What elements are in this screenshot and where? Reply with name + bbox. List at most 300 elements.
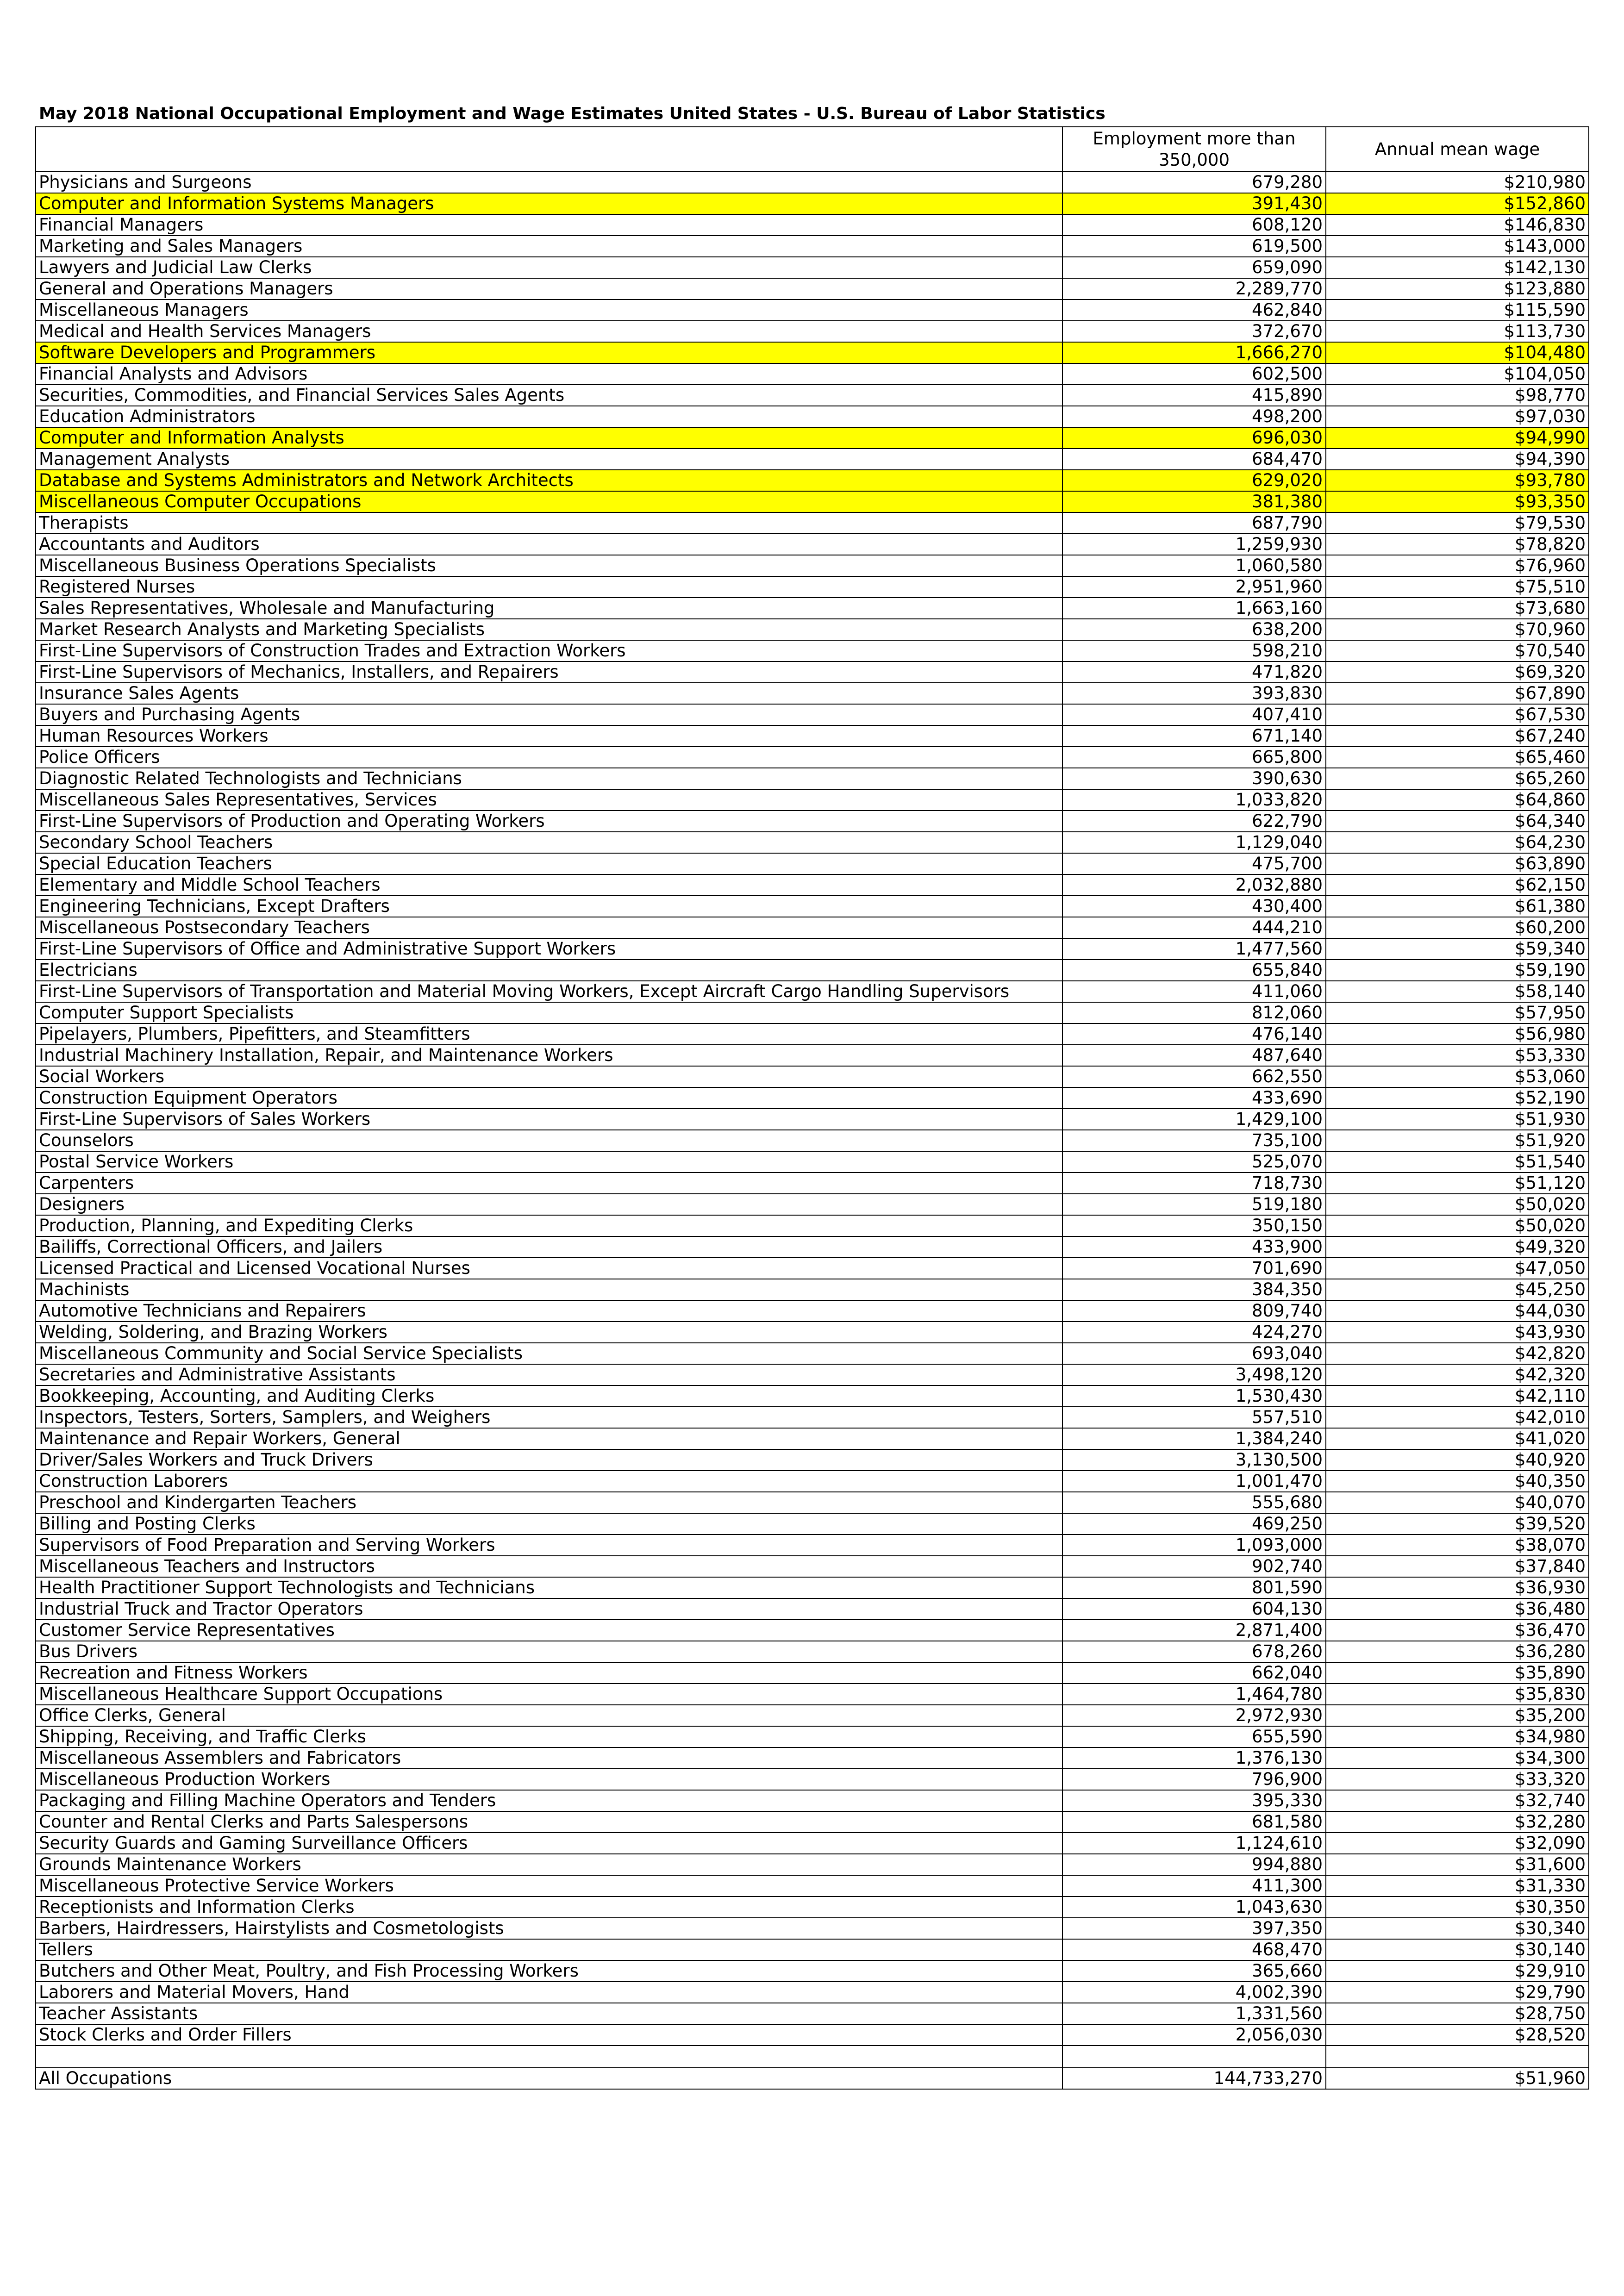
annual-mean-wage-cell: $104,050 (1326, 363, 1589, 385)
annual-mean-wage-cell: $59,190 (1326, 960, 1589, 981)
annual-mean-wage-cell: $40,350 (1326, 1471, 1589, 1492)
table-row (36, 1960, 1589, 1982)
annual-mean-wage-cell: $61,380 (1326, 896, 1589, 917)
spacer-cell (1326, 2046, 1589, 2068)
employment-cell: 462,840 (1062, 299, 1326, 321)
annual-mean-wage-cell: $37,840 (1326, 1556, 1589, 1577)
employment-cell: 687,790 (1062, 512, 1326, 534)
occupation-cell: Counselors (36, 1130, 1062, 1151)
table-row (36, 449, 1589, 470)
annual-mean-wage-cell: $97,030 (1326, 406, 1589, 427)
employment-cell: 801,590 (1062, 1577, 1326, 1598)
annual-mean-wage-cell: $51,920 (1326, 1130, 1589, 1151)
table-row (36, 1087, 1589, 1109)
employment-cell: 1,124,610 (1062, 1833, 1326, 1854)
occupation-cell: Health Practitioner Support Technologists and Technicians (36, 1577, 1062, 1598)
occupation-cell: Accountants and Auditors (36, 534, 1062, 555)
annual-mean-wage-cell: $70,960 (1326, 619, 1589, 640)
annual-mean-wage-cell: $36,470 (1326, 1620, 1589, 1641)
occupation-cell: Miscellaneous Assemblers and Fabricators (36, 1747, 1062, 1769)
occupation-cell: Sales Representatives, Wholesale and Manufacturing (36, 598, 1062, 619)
employment-cell: 3,130,500 (1062, 1449, 1326, 1471)
annual-mean-wage-cell: $42,320 (1326, 1364, 1589, 1385)
table-header (36, 127, 1589, 172)
table-row (36, 385, 1589, 406)
occupation-cell: Office Clerks, General (36, 1705, 1062, 1726)
annual-mean-wage-cell: $32,090 (1326, 1833, 1589, 1854)
employment-cell: 622,790 (1062, 811, 1326, 832)
annual-mean-wage-cell: $98,770 (1326, 385, 1589, 406)
annual-mean-wage-cell: $60,200 (1326, 917, 1589, 938)
annual-mean-wage-cell: $53,060 (1326, 1066, 1589, 1087)
employment-cell: 2,972,930 (1062, 1705, 1326, 1726)
table-row (36, 1535, 1589, 1556)
annual-mean-wage-cell: $51,930 (1326, 1109, 1589, 1130)
table-row (36, 2003, 1589, 2024)
annual-mean-wage-cell: $143,000 (1326, 236, 1589, 257)
occupation-cell: Financial Analysts and Advisors (36, 363, 1062, 385)
annual-mean-wage-cell: $28,520 (1326, 2024, 1589, 2046)
occupation-cell: Customer Service Representatives (36, 1620, 1062, 1641)
table-row (36, 172, 1589, 193)
table-row (36, 427, 1589, 449)
occupation-cell: Police Officers (36, 747, 1062, 768)
table-row (36, 704, 1589, 725)
table-row (36, 257, 1589, 278)
annual-mean-wage-cell: $35,200 (1326, 1705, 1589, 1726)
employment-cell: 471,820 (1062, 661, 1326, 683)
table-row (36, 1279, 1589, 1300)
table-row (36, 661, 1589, 683)
annual-mean-wage-cell: $32,740 (1326, 1790, 1589, 1811)
annual-mean-wage-cell: $47,050 (1326, 1258, 1589, 1279)
occupation-cell: Management Analysts (36, 449, 1062, 470)
employment-cell: 1,530,430 (1062, 1385, 1326, 1407)
employment-cell: 681,580 (1062, 1811, 1326, 1833)
table-row (36, 683, 1589, 704)
occupation-cell: First-Line Supervisors of Sales Workers (36, 1109, 1062, 1130)
annual-mean-wage-cell: $28,750 (1326, 2003, 1589, 2024)
table-row (36, 470, 1589, 491)
occupation-cell: Miscellaneous Protective Service Workers (36, 1875, 1062, 1897)
employment-cell: 1,464,780 (1062, 1684, 1326, 1705)
employment-cell: 809,740 (1062, 1300, 1326, 1322)
table-row (36, 1747, 1589, 1769)
employment-cell: 735,100 (1062, 1130, 1326, 1151)
annual-mean-wage-cell: $67,890 (1326, 683, 1589, 704)
employment-cell: 350,150 (1062, 1215, 1326, 1236)
annual-mean-wage-cell: $33,320 (1326, 1769, 1589, 1790)
table-row (36, 576, 1589, 598)
annual-mean-wage-cell: $51,540 (1326, 1151, 1589, 1173)
table-row (36, 299, 1589, 321)
employment-cell: 684,470 (1062, 449, 1326, 470)
occupation-cell: Receptionists and Information Clerks (36, 1897, 1062, 1918)
annual-mean-wage-cell: $62,150 (1326, 874, 1589, 896)
occupation-cell: Electricians (36, 960, 1062, 981)
occupation-cell: Market Research Analysts and Marketing Specialists (36, 619, 1062, 640)
table-row (36, 1343, 1589, 1364)
occupation-cell: Buyers and Purchasing Agents (36, 704, 1062, 725)
occupation-cell: Diagnostic Related Technologists and Technicians (36, 768, 1062, 789)
employment-cell: 395,330 (1062, 1790, 1326, 1811)
employment-cell: 390,630 (1062, 768, 1326, 789)
annual-mean-wage-cell: $36,480 (1326, 1598, 1589, 1620)
annual-mean-wage-cell: $34,980 (1326, 1726, 1589, 1747)
occupation-cell: Grounds Maintenance Workers (36, 1854, 1062, 1875)
occupation-cell: Laborers and Material Movers, Hand (36, 1982, 1062, 2003)
occupation-cell: Tellers (36, 1939, 1062, 1960)
employment-cell: 3,498,120 (1062, 1364, 1326, 1385)
employment-cell: 415,890 (1062, 385, 1326, 406)
table-row (36, 406, 1589, 427)
occupation-cell: Miscellaneous Managers (36, 299, 1062, 321)
table-row (36, 1641, 1589, 1662)
employment-cell: 619,500 (1062, 236, 1326, 257)
spacer-cell (36, 2046, 1062, 2068)
employment-cell: 1,376,130 (1062, 1747, 1326, 1769)
table-row (36, 1130, 1589, 1151)
employment-cell: 1,477,560 (1062, 938, 1326, 960)
occupation-cell: Designers (36, 1194, 1062, 1215)
employment-cell: 487,640 (1062, 1045, 1326, 1066)
occupation-cell: Packaging and Filling Machine Operators and Tenders (36, 1790, 1062, 1811)
table-row (36, 1173, 1589, 1194)
table-row (36, 1875, 1589, 1897)
occupation-cell: Supervisors of Food Preparation and Serving Workers (36, 1535, 1062, 1556)
table-row (36, 853, 1589, 874)
employment-cell: 381,380 (1062, 491, 1326, 512)
header-annual-mean-wage: Annual mean wage (1326, 127, 1589, 172)
occupation-cell: Special Education Teachers (36, 853, 1062, 874)
occupation-cell: First-Line Supervisors of Office and Administrative Support Workers (36, 938, 1062, 960)
table-row (36, 1407, 1589, 1428)
annual-mean-wage-cell: $31,600 (1326, 1854, 1589, 1875)
occupation-cell: Computer Support Specialists (36, 1002, 1062, 1023)
occupation-cell: Bus Drivers (36, 1641, 1062, 1662)
header-occupation (36, 127, 1062, 172)
employment-cell: 2,056,030 (1062, 2024, 1326, 2046)
annual-mean-wage-cell: $67,240 (1326, 725, 1589, 747)
employment-cell: 557,510 (1062, 1407, 1326, 1428)
employment-cell: 812,060 (1062, 1002, 1326, 1023)
employment-cell: 4,002,390 (1062, 1982, 1326, 2003)
table-row (36, 874, 1589, 896)
annual-mean-wage-cell: $64,230 (1326, 832, 1589, 853)
annual-mean-wage-cell: $115,590 (1326, 299, 1589, 321)
annual-mean-wage-cell: $42,010 (1326, 1407, 1589, 1428)
occupation-cell: Licensed Practical and Licensed Vocational Nurses (36, 1258, 1062, 1279)
occupation-cell: Secondary School Teachers (36, 832, 1062, 853)
table-row (36, 534, 1589, 555)
occupation-cell: Miscellaneous Teachers and Instructors (36, 1556, 1062, 1577)
employment-cell: 411,300 (1062, 1875, 1326, 1897)
occupation-cell: Teacher Assistants (36, 2003, 1062, 2024)
occupation-cell: Miscellaneous Postsecondary Teachers (36, 917, 1062, 938)
annual-mean-wage-cell: $94,990 (1326, 427, 1589, 449)
annual-mean-wage-cell: $142,130 (1326, 257, 1589, 278)
occupation-cell: Inspectors, Testers, Sorters, Samplers, and Weighers (36, 1407, 1062, 1428)
occupation-cell: Therapists (36, 512, 1062, 534)
table-row (36, 747, 1589, 768)
occupation-cell: Database and Systems Administrators and Network Architects (36, 470, 1062, 491)
table-row (36, 342, 1589, 363)
employment-cell: 2,032,880 (1062, 874, 1326, 896)
occupation-cell: Counter and Rental Clerks and Parts Salespersons (36, 1811, 1062, 1833)
occupation-cell: Physicians and Surgeons (36, 172, 1062, 193)
annual-mean-wage-cell: $35,890 (1326, 1662, 1589, 1684)
occupation-cell: Industrial Truck and Tractor Operators (36, 1598, 1062, 1620)
occupation-cell: First-Line Supervisors of Construction Trades and Extraction Workers (36, 640, 1062, 661)
annual-mean-wage-cell: $53,330 (1326, 1045, 1589, 1066)
annual-mean-wage-cell: $51,120 (1326, 1173, 1589, 1194)
occupation-cell: Shipping, Receiving, and Traffic Clerks (36, 1726, 1062, 1747)
annual-mean-wage-cell: $67,530 (1326, 704, 1589, 725)
table-row (36, 1449, 1589, 1471)
table-row (36, 1300, 1589, 1322)
annual-mean-wage-cell: $40,070 (1326, 1492, 1589, 1513)
annual-mean-wage-cell: $65,460 (1326, 747, 1589, 768)
occupation-cell: Insurance Sales Agents (36, 683, 1062, 704)
employment-cell: 696,030 (1062, 427, 1326, 449)
table-row (36, 1918, 1589, 1939)
annual-mean-wage-cell: $123,880 (1326, 278, 1589, 299)
table-row (36, 1002, 1589, 1023)
table-row (36, 917, 1589, 938)
employment-cell: 608,120 (1062, 214, 1326, 236)
occupation-cell: Miscellaneous Healthcare Support Occupations (36, 1684, 1062, 1705)
employment-cell: 655,840 (1062, 960, 1326, 981)
annual-mean-wage-cell: $63,890 (1326, 853, 1589, 874)
table-row (36, 1194, 1589, 1215)
header-employment: Employment more than 350,000 (1062, 127, 1326, 172)
occupation-cell: Stock Clerks and Order Fillers (36, 2024, 1062, 2046)
total-occupation: All Occupations (36, 2068, 1062, 2089)
annual-mean-wage-cell: $42,820 (1326, 1343, 1589, 1364)
employment-cell: 433,690 (1062, 1087, 1326, 1109)
table-row (36, 811, 1589, 832)
annual-mean-wage-cell: $35,830 (1326, 1684, 1589, 1705)
table-row (36, 236, 1589, 257)
annual-mean-wage-cell: $79,530 (1326, 512, 1589, 534)
table-row (36, 938, 1589, 960)
annual-mean-wage-cell: $30,340 (1326, 1918, 1589, 1939)
table-row (36, 1215, 1589, 1236)
table-row (36, 321, 1589, 342)
employment-cell: 384,350 (1062, 1279, 1326, 1300)
annual-mean-wage-cell: $44,030 (1326, 1300, 1589, 1322)
occupation-cell: Social Workers (36, 1066, 1062, 1087)
occupation-cell: Recreation and Fitness Workers (36, 1662, 1062, 1684)
table-row (36, 363, 1589, 385)
occupation-cell: First-Line Supervisors of Production and Operating Workers (36, 811, 1062, 832)
annual-mean-wage-cell: $93,350 (1326, 491, 1589, 512)
table-row (36, 1684, 1589, 1705)
annual-mean-wage-cell: $64,340 (1326, 811, 1589, 832)
occupation-cell: Maintenance and Repair Workers, General (36, 1428, 1062, 1449)
table-row (36, 193, 1589, 214)
employment-cell: 902,740 (1062, 1556, 1326, 1577)
table-row (36, 1662, 1589, 1684)
employment-cell: 1,331,560 (1062, 2003, 1326, 2024)
annual-mean-wage-cell: $73,680 (1326, 598, 1589, 619)
table-row (36, 1322, 1589, 1343)
employment-cell: 1,429,100 (1062, 1109, 1326, 1130)
employment-cell: 671,140 (1062, 725, 1326, 747)
table-row (36, 1066, 1589, 1087)
occupation-cell: Welding, Soldering, and Brazing Workers (36, 1322, 1062, 1343)
occupation-cell: Machinists (36, 1279, 1062, 1300)
employment-cell: 659,090 (1062, 257, 1326, 278)
annual-mean-wage-cell: $50,020 (1326, 1215, 1589, 1236)
employment-cell: 602,500 (1062, 363, 1326, 385)
total-annual-mean-wage: $51,960 (1326, 2068, 1589, 2089)
table-row (36, 1151, 1589, 1173)
employment-cell: 1,033,820 (1062, 789, 1326, 811)
occupation-cell: Computer and Information Systems Managers (36, 193, 1062, 214)
employment-cell: 372,670 (1062, 321, 1326, 342)
occupation-cell: Industrial Machinery Installation, Repair, and Maintenance Workers (36, 1045, 1062, 1066)
employment-cell: 411,060 (1062, 981, 1326, 1002)
employment-cell: 1,043,630 (1062, 1897, 1326, 1918)
table-row (36, 832, 1589, 853)
spacer-cell (1062, 2046, 1326, 2068)
table-row (36, 725, 1589, 747)
table-row (36, 1897, 1589, 1918)
total-employment: 144,733,270 (1062, 2068, 1326, 2089)
table-row (36, 1982, 1589, 2003)
employment-cell: 1,093,000 (1062, 1535, 1326, 1556)
employment-cell: 678,260 (1062, 1641, 1326, 1662)
annual-mean-wage-cell: $36,280 (1326, 1641, 1589, 1662)
employment-cell: 1,129,040 (1062, 832, 1326, 853)
annual-mean-wage-cell: $34,300 (1326, 1747, 1589, 1769)
employment-cell: 2,951,960 (1062, 576, 1326, 598)
employment-cell: 1,666,270 (1062, 342, 1326, 363)
occupation-cell: Miscellaneous Community and Social Service Specialists (36, 1343, 1062, 1364)
annual-mean-wage-cell: $29,910 (1326, 1960, 1589, 1982)
annual-mean-wage-cell: $76,960 (1326, 555, 1589, 576)
annual-mean-wage-cell: $69,320 (1326, 661, 1589, 683)
annual-mean-wage-cell: $32,280 (1326, 1811, 1589, 1833)
annual-mean-wage-cell: $152,860 (1326, 193, 1589, 214)
occupation-cell: Lawyers and Judicial Law Clerks (36, 257, 1062, 278)
table-row (36, 1428, 1589, 1449)
employment-cell: 598,210 (1062, 640, 1326, 661)
employment-cell: 665,800 (1062, 747, 1326, 768)
table-row (36, 640, 1589, 661)
annual-mean-wage-cell: $75,510 (1326, 576, 1589, 598)
employment-cell: 391,430 (1062, 193, 1326, 214)
annual-mean-wage-cell: $40,920 (1326, 1449, 1589, 1471)
occupation-cell: Preschool and Kindergarten Teachers (36, 1492, 1062, 1513)
occupation-cell: Security Guards and Gaming Surveillance Officers (36, 1833, 1062, 1854)
employment-cell: 604,130 (1062, 1598, 1326, 1620)
annual-mean-wage-cell: $64,860 (1326, 789, 1589, 811)
annual-mean-wage-cell: $50,020 (1326, 1194, 1589, 1215)
table-row (36, 491, 1589, 512)
occupation-cell: First-Line Supervisors of Mechanics, Installers, and Repairers (36, 661, 1062, 683)
employment-cell: 662,550 (1062, 1066, 1326, 1087)
employment-cell: 444,210 (1062, 917, 1326, 938)
table-row (36, 1109, 1589, 1130)
annual-mean-wage-cell: $29,790 (1326, 1982, 1589, 2003)
occupation-cell: Marketing and Sales Managers (36, 236, 1062, 257)
employment-cell: 1,060,580 (1062, 555, 1326, 576)
annual-mean-wage-cell: $57,950 (1326, 1002, 1589, 1023)
occupation-cell: Construction Laborers (36, 1471, 1062, 1492)
table-row (36, 1790, 1589, 1811)
annual-mean-wage-cell: $104,480 (1326, 342, 1589, 363)
occupation-cell: Postal Service Workers (36, 1151, 1062, 1173)
annual-mean-wage-cell: $78,820 (1326, 534, 1589, 555)
employment-cell: 1,001,470 (1062, 1471, 1326, 1492)
employment-cell: 693,040 (1062, 1343, 1326, 1364)
occupation-cell: Butchers and Other Meat, Poultry, and Fish Processing Workers (36, 1960, 1062, 1982)
annual-mean-wage-cell: $49,320 (1326, 1236, 1589, 1258)
employment-cell: 629,020 (1062, 470, 1326, 491)
occupation-cell: Miscellaneous Business Operations Specialists (36, 555, 1062, 576)
annual-mean-wage-cell: $52,190 (1326, 1087, 1589, 1109)
table-row (36, 1023, 1589, 1045)
wage-table (35, 126, 1589, 2090)
table-row (36, 896, 1589, 917)
employment-cell: 475,700 (1062, 853, 1326, 874)
table-footer (36, 2046, 1589, 2089)
employment-cell: 994,880 (1062, 1854, 1326, 1875)
occupation-cell: Medical and Health Services Managers (36, 321, 1062, 342)
table-row (36, 1705, 1589, 1726)
employment-cell: 393,830 (1062, 683, 1326, 704)
employment-cell: 2,289,770 (1062, 278, 1326, 299)
table-row (36, 1939, 1589, 1960)
table-row (36, 1833, 1589, 1854)
annual-mean-wage-cell: $210,980 (1326, 172, 1589, 193)
occupation-cell: Secretaries and Administrative Assistants (36, 1364, 1062, 1385)
table-row (36, 1726, 1589, 1747)
annual-mean-wage-cell: $42,110 (1326, 1385, 1589, 1407)
table-row (36, 1556, 1589, 1577)
page-title: May 2018 National Occupational Employment and Wage Estimates United States - U.S. Bureau of Labor Statistics (39, 104, 1106, 123)
employment-cell: 476,140 (1062, 1023, 1326, 1045)
employment-cell: 469,250 (1062, 1513, 1326, 1535)
annual-mean-wage-cell: $94,390 (1326, 449, 1589, 470)
table-row (36, 1577, 1589, 1598)
table-row (36, 981, 1589, 1002)
occupation-cell: Barbers, Hairdressers, Hairstylists and Cosmetologists (36, 1918, 1062, 1939)
occupation-cell: Securities, Commodities, and Financial Services Sales Agents (36, 385, 1062, 406)
table-row (36, 619, 1589, 640)
occupation-cell: Human Resources Workers (36, 725, 1062, 747)
table-row (36, 1620, 1589, 1641)
occupation-cell: Bookkeeping, Accounting, and Auditing Clerks (36, 1385, 1062, 1407)
occupation-cell: Automotive Technicians and Repairers (36, 1300, 1062, 1322)
table-row (36, 1364, 1589, 1385)
annual-mean-wage-cell: $146,830 (1326, 214, 1589, 236)
table-row (36, 1258, 1589, 1279)
table-row (36, 1045, 1589, 1066)
employment-cell: 424,270 (1062, 1322, 1326, 1343)
annual-mean-wage-cell: $41,020 (1326, 1428, 1589, 1449)
occupation-cell: Elementary and Middle School Teachers (36, 874, 1062, 896)
table-row (36, 1811, 1589, 1833)
employment-cell: 1,259,930 (1062, 534, 1326, 555)
annual-mean-wage-cell: $39,520 (1326, 1513, 1589, 1535)
table-row (36, 1854, 1589, 1875)
occupation-cell: Bailiffs, Correctional Officers, and Jailers (36, 1236, 1062, 1258)
occupation-cell: Carpenters (36, 1173, 1062, 1194)
occupation-cell: Miscellaneous Computer Occupations (36, 491, 1062, 512)
